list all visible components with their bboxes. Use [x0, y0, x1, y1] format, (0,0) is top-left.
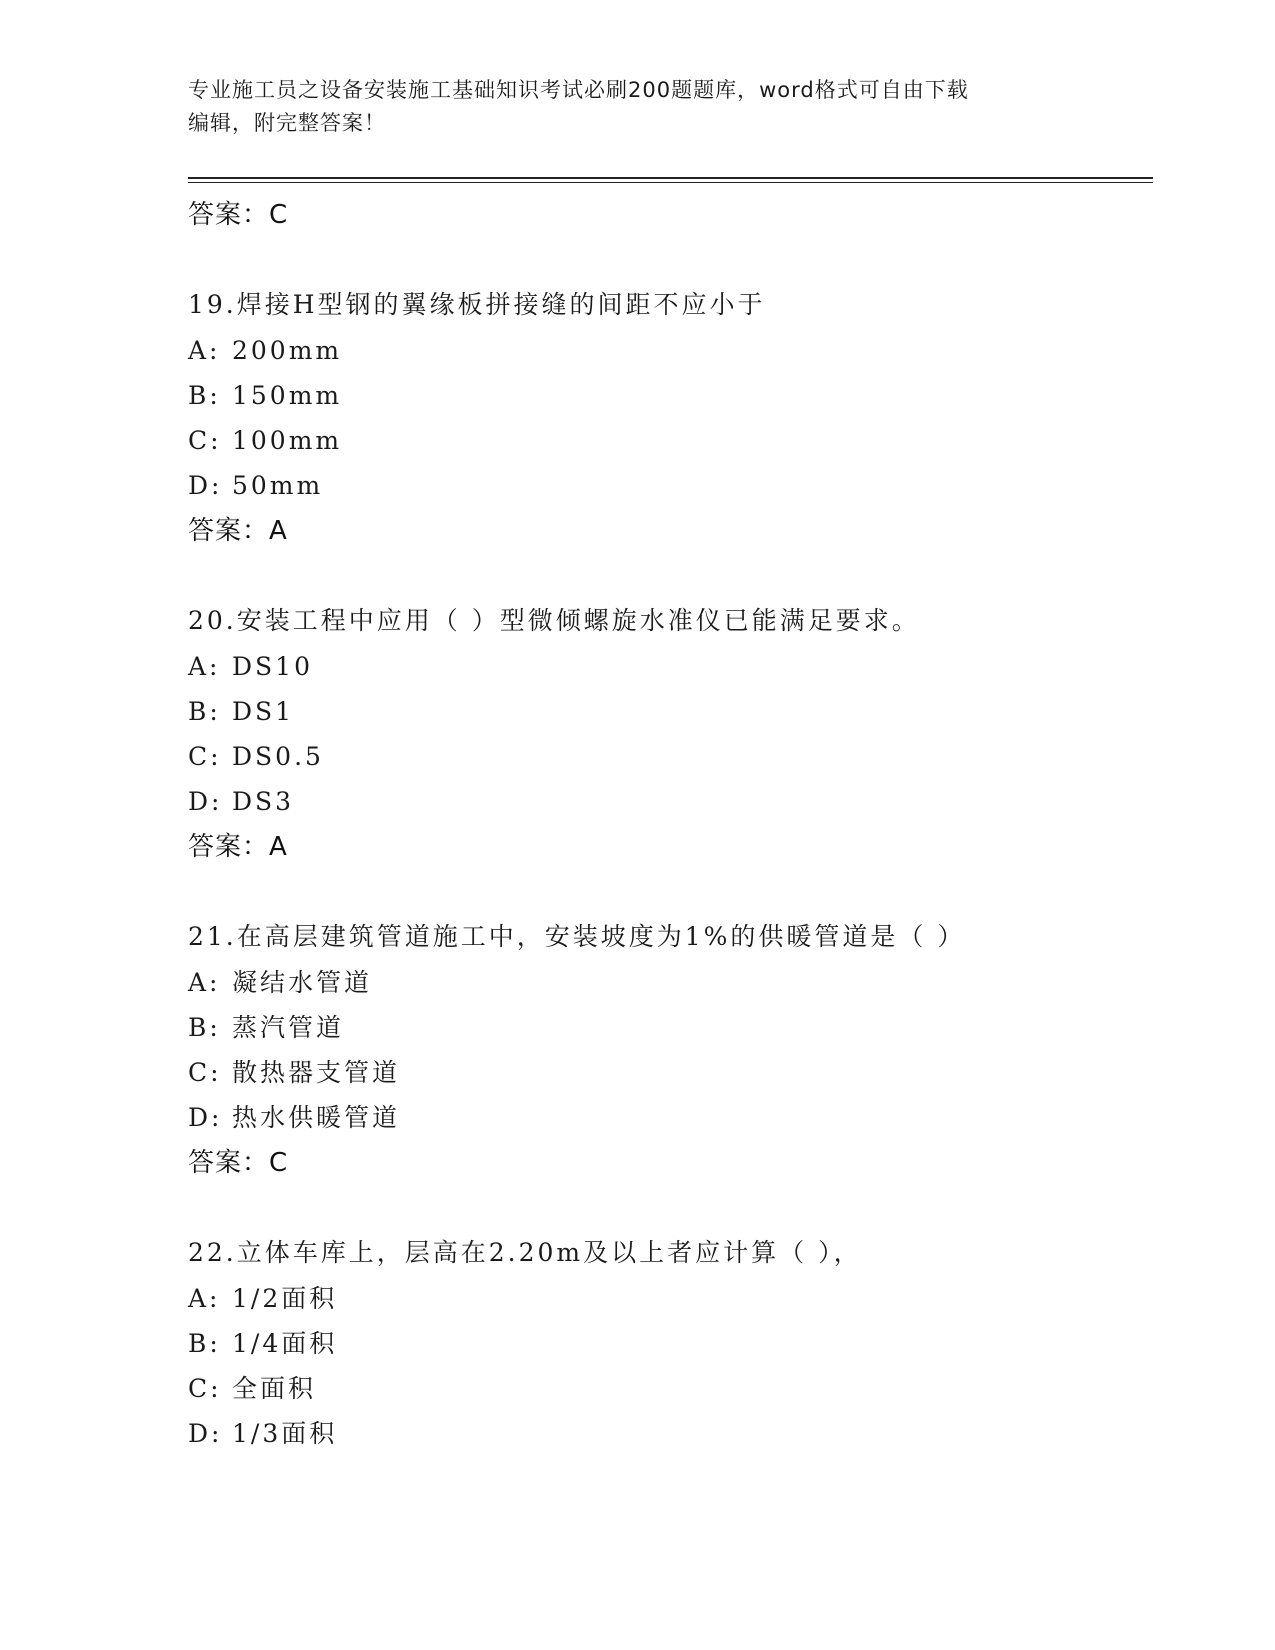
spacer — [188, 1186, 1148, 1230]
option-d — [188, 1095, 1148, 1140]
option-a — [188, 960, 1148, 1005]
option-text: 热水供暖管道 — [232, 1103, 401, 1132]
option-a — [188, 328, 1148, 373]
option-label: B: — [188, 381, 221, 410]
option-text: 200mm — [232, 336, 343, 365]
option-c — [188, 1050, 1148, 1095]
option-text: DS3 — [232, 787, 295, 816]
question-19: 19.焊接H型钢的翼缘板拼接缝的间距不应小于 — [188, 290, 766, 319]
option-b — [188, 1005, 1148, 1050]
option-c — [188, 734, 1148, 779]
option-label: A: — [188, 652, 221, 681]
option-b — [188, 689, 1148, 734]
question-list — [188, 192, 1148, 1456]
option-text: 全面积 — [232, 1374, 317, 1403]
option-label: D: — [188, 787, 223, 816]
question-20: 20.安装工程中应用（ ）型微倾螺旋水准仪已能满足要求。 — [188, 606, 920, 635]
option-label: D: — [188, 1419, 223, 1448]
spacer — [188, 238, 1148, 282]
option-label: B: — [188, 1329, 221, 1358]
answer-line: 答案：C — [188, 200, 289, 230]
option-text: 1/3面积 — [232, 1419, 338, 1448]
answer-line: 答案：C — [188, 1148, 289, 1178]
option-label: B: — [188, 697, 221, 726]
option-text: 凝结水管道 — [232, 968, 373, 997]
option-text: 1/2面积 — [232, 1284, 338, 1313]
option-text: 50mm — [232, 471, 324, 500]
option-text: DS1 — [232, 697, 295, 726]
option-label: B: — [188, 1013, 221, 1042]
option-text: DS0.5 — [232, 742, 324, 771]
answer-line: 答案：A — [188, 516, 288, 546]
option-text: 散热器支管道 — [232, 1058, 401, 1087]
option-text: DS10 — [232, 652, 313, 681]
spacer — [188, 554, 1148, 598]
header-title-line-2: 编辑，附完整答案！ — [188, 111, 386, 135]
option-label: C: — [188, 426, 222, 455]
option-b — [188, 1321, 1148, 1366]
header-rule-thick — [188, 177, 1153, 179]
option-label: D: — [188, 1103, 223, 1132]
option-c — [188, 418, 1148, 463]
option-label: C: — [188, 1058, 222, 1087]
option-a — [188, 1276, 1148, 1321]
option-d — [188, 463, 1148, 508]
option-label: A: — [188, 968, 221, 997]
option-text: 150mm — [232, 381, 343, 410]
answer-line: 答案：A — [188, 832, 288, 862]
option-b — [188, 373, 1148, 418]
option-text: 蒸汽管道 — [232, 1013, 345, 1042]
option-text: 100mm — [232, 426, 343, 455]
question-21: 21.在高层建筑管道施工中，安装坡度为1%的供暖管道是（ ） — [188, 922, 966, 951]
header-rule-thin — [188, 182, 1153, 183]
option-c — [188, 1366, 1148, 1411]
question-22: 22.立体车库上，层高在2.20m及以上者应计算（ ）， — [188, 1238, 862, 1267]
option-label: D: — [188, 471, 223, 500]
option-label: A: — [188, 1284, 221, 1313]
document-header — [188, 74, 1088, 140]
option-label: C: — [188, 1374, 222, 1403]
option-text: 1/4面积 — [232, 1329, 338, 1358]
option-label: A: — [188, 336, 221, 365]
spacer — [188, 870, 1148, 914]
option-d — [188, 779, 1148, 824]
option-label: C: — [188, 742, 222, 771]
option-d — [188, 1411, 1148, 1456]
option-a — [188, 644, 1148, 689]
header-title-line-1: 专业施工员之设备安装施工基础知识考试必刷200题题库，word格式可自由下载 — [188, 78, 969, 102]
